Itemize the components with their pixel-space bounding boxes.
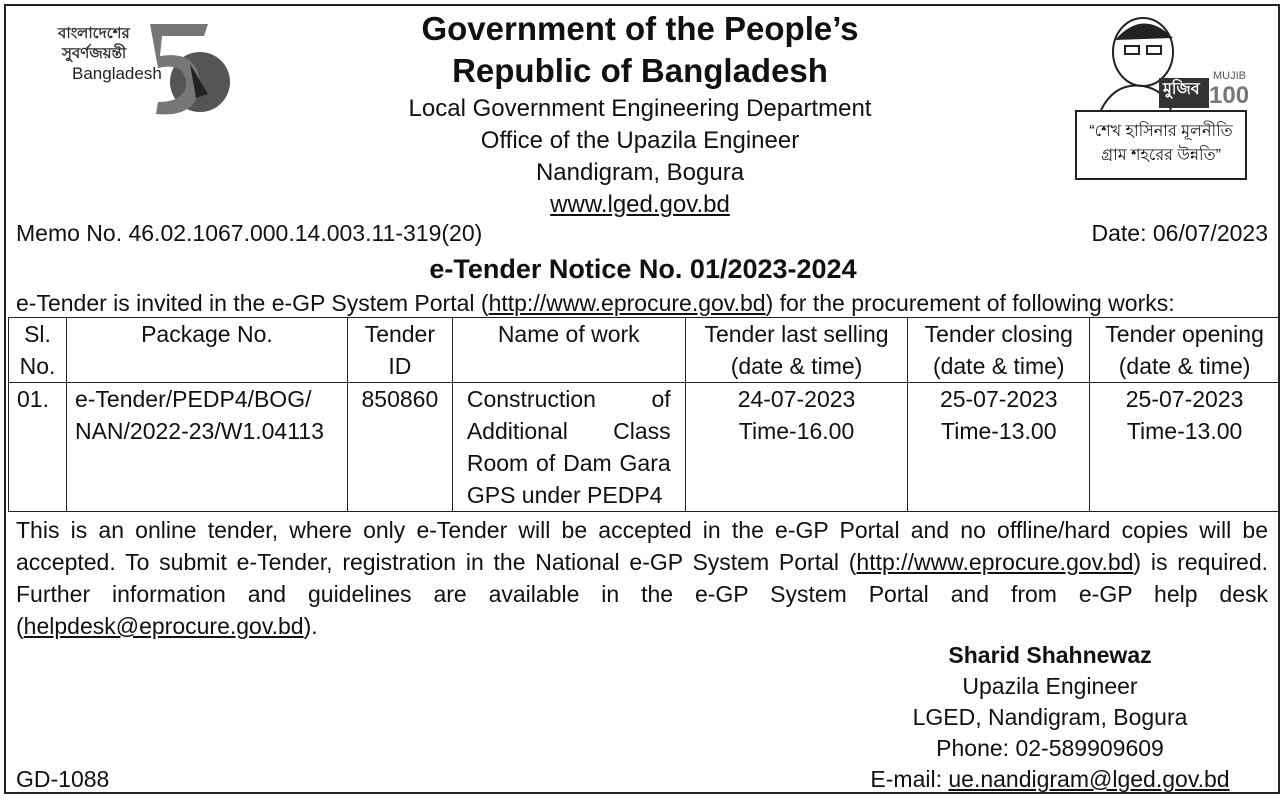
header-title bbox=[340, 8, 940, 92]
cell-opening bbox=[1090, 383, 1280, 512]
col-header-package: Package No. bbox=[66, 318, 347, 383]
logo-mujib-bangla: মুজিব bbox=[1163, 81, 1200, 98]
signatory-name: Sharid Shahnewaz bbox=[948, 642, 1152, 668]
closing-date: 25-07-2023 bbox=[939, 386, 1058, 412]
logo-100: 100 bbox=[1209, 82, 1250, 109]
signatory-phone: Phone: 02-589909609 bbox=[936, 735, 1164, 761]
email-label: E-mail: bbox=[870, 766, 949, 792]
office-name: Office of the Upazila Engineer bbox=[480, 127, 800, 154]
memo-number: Memo No. 46.02.1067.000.14.003.11-319(20) bbox=[16, 220, 483, 246]
col-header-work: Name of work bbox=[452, 318, 685, 383]
col-header-last-selling: Tender last selling (date & time) bbox=[685, 318, 908, 383]
opening-time: Time-13.00 bbox=[1126, 418, 1243, 444]
slogan-box bbox=[1075, 110, 1247, 180]
table-row bbox=[9, 383, 1280, 512]
intro-prefix: e-Tender is invited in the e-GP System Portal ( bbox=[16, 290, 489, 316]
gov-line1: Government of the People’s bbox=[421, 10, 859, 47]
instructions-paragraph bbox=[16, 514, 1268, 642]
opening-date: 25-07-2023 bbox=[1125, 386, 1244, 412]
col-header-opening: Tender opening (date & time) bbox=[1090, 318, 1280, 383]
cell-package: e-Tender/PEDP4/BOG/ NAN/2022-23/W1.04113 bbox=[66, 383, 347, 512]
gov-line2: Republic of Bangladesh bbox=[452, 52, 828, 89]
cell-sl: 01. bbox=[9, 383, 67, 512]
last-selling-date: 24-07-2023 bbox=[737, 386, 856, 412]
para-part2: ) is required. Further information and guidelines are available in the e-GP System Portal and from e-GP help desk ( bbox=[16, 549, 1268, 639]
intro-portal-link[interactable]: http://www.eprocure.gov.bd bbox=[488, 290, 766, 316]
bangladesh-50-logo bbox=[58, 14, 238, 124]
notice-title: e-Tender Notice No. 01/2023-2024 bbox=[429, 254, 857, 284]
signatory-title: Upazila Engineer bbox=[962, 673, 1138, 699]
signatory-email-line bbox=[860, 764, 1240, 795]
signatory-org: LGED, Nandigram, Bogura bbox=[912, 704, 1188, 730]
logo-bangladesh-text: Bangladesh bbox=[72, 64, 162, 83]
dept-name: Local Government Engineering Department bbox=[408, 95, 872, 122]
mujib-100-logo bbox=[1095, 10, 1250, 115]
para-part1: This is an online tender, where only e-Tender will be accepted in the e-GP Portal and no offline/hard copies will be accepted. To submit e-Tender, registration in the National e-GP System Portal ( bbox=[16, 517, 1268, 575]
signatory-email-link[interactable]: ue.nandigram@lged.gov.bd bbox=[948, 766, 1230, 792]
col-header-closing: Tender closing (date & time) bbox=[908, 318, 1090, 383]
slogan-line2: গ্রাম শহরের উন্নতি” bbox=[1101, 147, 1221, 164]
para-portal-link[interactable]: http://www.eprocure.gov.bd bbox=[856, 549, 1134, 575]
office-location: Nandigram, Bogura bbox=[535, 159, 745, 186]
cell-closing bbox=[908, 383, 1090, 512]
notice-intro bbox=[16, 290, 1175, 317]
cell-work: Construction of Additional Class Room of Dam Gara GPS under PEDP4 bbox=[452, 383, 685, 512]
tender-table bbox=[8, 317, 1280, 512]
last-selling-time: Time-16.00 bbox=[738, 418, 855, 444]
intro-suffix: ) for the procurement of following works: bbox=[765, 290, 1175, 316]
website-link[interactable]: www.lged.gov.bd bbox=[550, 191, 730, 218]
cell-tender-id: 850860 bbox=[347, 383, 452, 512]
gd-number: GD-1088 bbox=[16, 766, 110, 792]
slogan-line1: “শেখ হাসিনার মূলনীতি bbox=[1089, 123, 1233, 140]
logo-mujib-text: MUJIB bbox=[1213, 70, 1246, 82]
para-part3: ). bbox=[303, 613, 318, 639]
cell-last-selling bbox=[685, 383, 908, 512]
website-line bbox=[340, 189, 940, 221]
memo-date: Date: 06/07/2023 bbox=[1091, 220, 1268, 246]
helpdesk-email-link[interactable]: helpdesk@eprocure.gov.bd bbox=[23, 613, 304, 639]
logo-bangla-line2: সুবর্ণজয়ন্তী bbox=[62, 45, 127, 62]
table-header-row bbox=[9, 318, 1280, 383]
col-header-sl: Sl. No. bbox=[9, 318, 67, 383]
closing-time: Time-13.00 bbox=[941, 418, 1057, 444]
col-header-tender-id: Tender ID bbox=[347, 318, 452, 383]
logo-bangla-line1: বাংলাদেশের bbox=[58, 25, 130, 42]
